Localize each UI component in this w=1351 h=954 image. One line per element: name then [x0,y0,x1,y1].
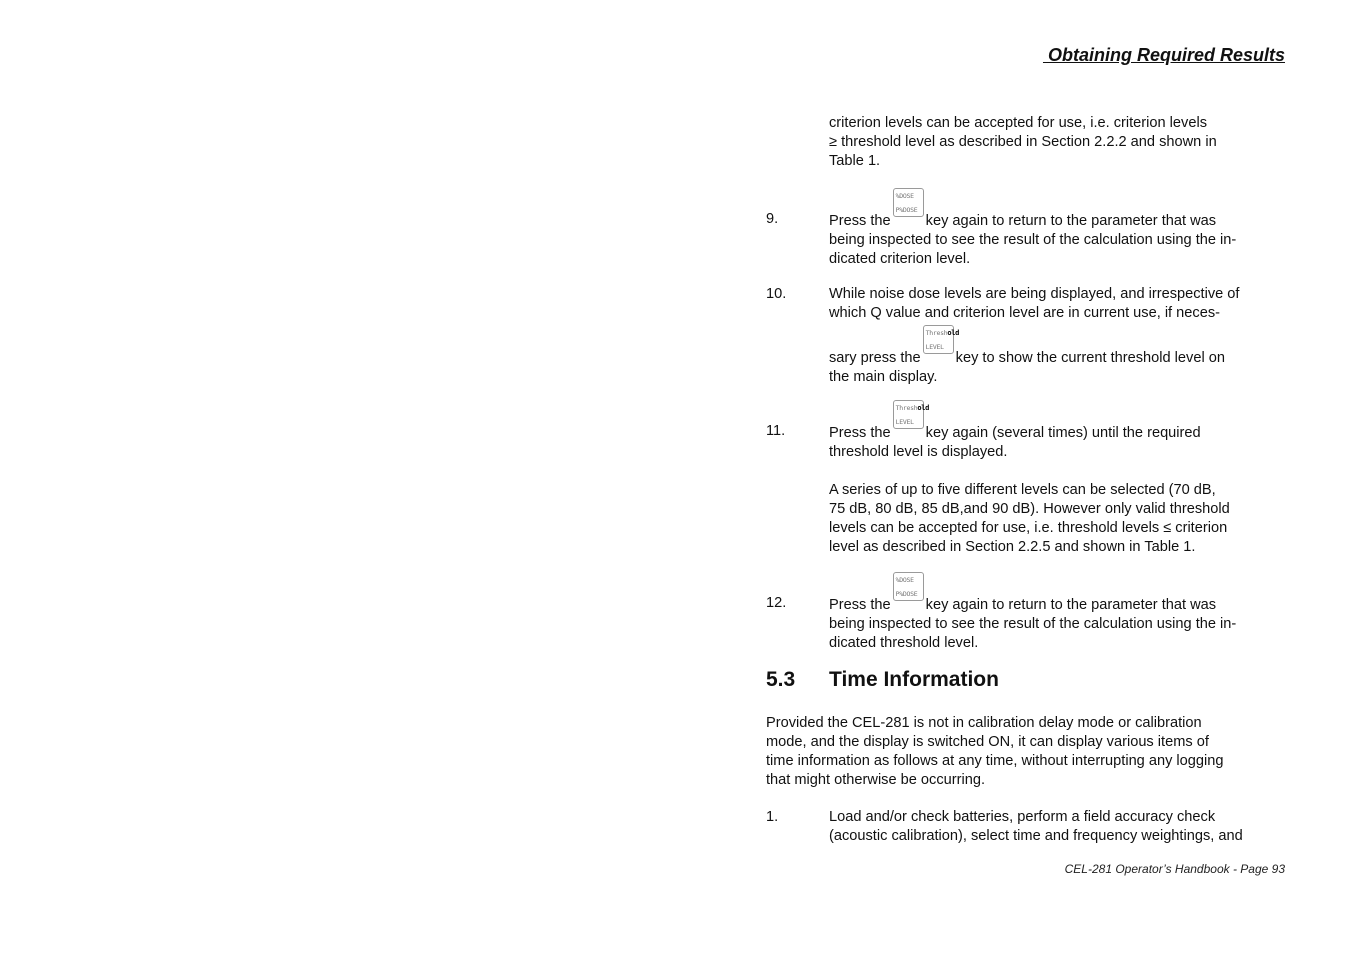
intro-line: ≥ threshold level as described in Section 2.2.2 and shown in [829,134,1217,150]
paragraph-line: time information as follows at any time, without interrupting any logging [766,753,1224,769]
item-text: level as described in Section 2.2.5 and shown in Table 1. [829,539,1196,555]
list-item-step-1 [829,808,1289,846]
item-text: key again to return to the parameter that was [925,213,1217,229]
section-heading [766,668,999,692]
item-text: which Q value and criterion level are in current use, if neces- [829,305,1220,321]
intro-line: Table 1. [829,153,881,169]
item-text: key again to return to the parameter that was [925,597,1217,613]
item-text: (acoustic calibration), select time and frequency weightings, and [829,828,1243,844]
item-text: sary press the [829,350,921,366]
list-item-12 [829,572,1289,653]
item-number: 1. [766,809,779,825]
item-text: being inspected to see the result of the calculation using the in- [829,616,1237,632]
section-title: Time Information [829,668,999,691]
item-number: 11. [766,423,786,439]
page-header-title: Obtaining Required Results [1042,45,1285,65]
paragraph-line: that might otherwise be occurring. [766,772,986,788]
item-text: key again (several times) until the required [925,425,1201,441]
item-text: threshold level is displayed. [829,444,1008,460]
paragraph-line: Provided the CEL-281 is not in calibration delay mode or calibration [766,715,1202,731]
item-number: 9. [766,211,779,227]
item-text: dicated threshold level. [829,635,979,651]
section-paragraph [766,714,1291,790]
page-footer: CEL-281 Operator’s Handbook - Page 93 [1064,862,1285,876]
list-item-9 [829,188,1289,269]
list-item-11 [829,400,1289,557]
item-text: Press the [829,213,891,229]
item-text: Load and/or check batteries, perform a field accuracy check [829,809,1216,825]
threshold-level-key-icon: Threshold LEVEL [923,325,954,354]
dose-key-icon: %DOSE P%DOSE [893,188,924,217]
item-text: 75 dB, 80 dB, 85 dB,and 90 dB). However only valid threshold [829,501,1230,517]
item-text: A series of up to five different levels can be selected (70 dB, [829,482,1216,498]
threshold-level-key-icon: Threshold LEVEL [893,400,924,429]
item-text: While noise dose levels are being displayed, and irrespective of [829,286,1240,302]
section-number: 5.3 [766,668,796,691]
item-text: dicated criterion level. [829,251,971,267]
intro-line: criterion levels can be accepted for use, i.e. criterion levels [829,115,1207,131]
item-text: Press the [829,425,891,441]
item-text: the main display. [829,369,938,385]
paragraph-line: mode, and the display is switched ON, it can display various items of [766,734,1209,750]
item-text: Press the [829,597,891,613]
item-number: 12. [766,595,787,611]
item-number: 10. [766,286,787,302]
list-item-10 [829,285,1289,387]
dose-key-icon: %DOSE P%DOSE [893,572,924,601]
intro-paragraph [829,114,1217,171]
item-text: levels can be accepted for use, i.e. threshold levels ≤ criterion [829,520,1228,536]
item-text: key to show the current threshold level on [955,350,1225,366]
item-text: being inspected to see the result of the calculation using the in- [829,232,1237,248]
